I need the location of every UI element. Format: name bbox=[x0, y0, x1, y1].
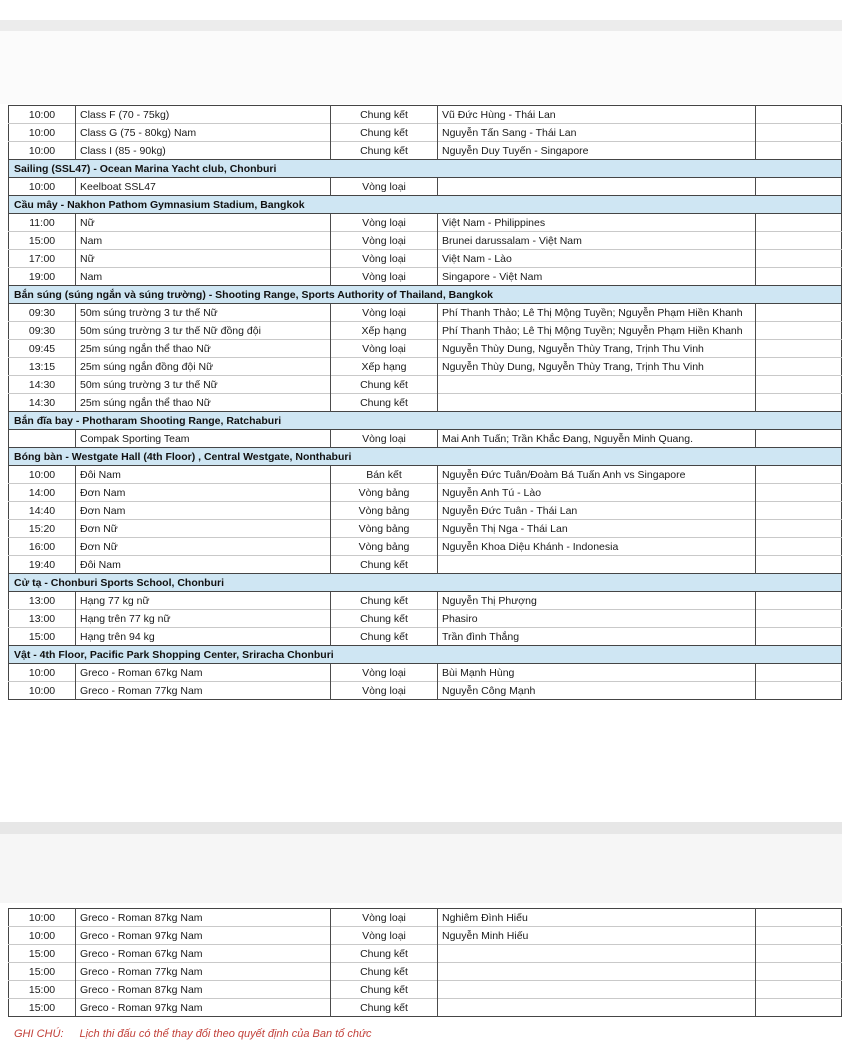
cell-participants bbox=[438, 394, 756, 412]
cell-participants: Brunei darussalam - Việt Nam bbox=[438, 232, 756, 250]
cell-round: Vòng bảng bbox=[331, 484, 438, 502]
cell-time: 14:30 bbox=[9, 376, 76, 394]
cell-notes bbox=[756, 999, 842, 1017]
schedule-row bbox=[9, 628, 842, 646]
cell-time: 14:40 bbox=[9, 502, 76, 520]
cell-round: Chung kết bbox=[331, 963, 438, 981]
schedule-row bbox=[9, 664, 842, 682]
footer-note-text: Lịch thi đấu có thể thay đổi theo quyết định của Ban tổ chức bbox=[79, 1028, 372, 1040]
schedule-row bbox=[9, 178, 842, 196]
schedule-row bbox=[9, 340, 842, 358]
cell-round: Chung kết bbox=[331, 142, 438, 160]
cell-notes bbox=[756, 250, 842, 268]
cell-notes bbox=[756, 106, 842, 124]
section-header-title: Vật - 4th Floor, Pacific Park Shopping Center, Sriracha Chonburi bbox=[9, 646, 842, 664]
cell-round: Bán kết bbox=[331, 466, 438, 484]
cell-notes bbox=[756, 682, 842, 700]
cell-round: Chung kết bbox=[331, 394, 438, 412]
cell-time: 14:30 bbox=[9, 394, 76, 412]
cell-round: Xếp hạng bbox=[331, 358, 438, 376]
cell-participants: Trần đình Thắng bbox=[438, 628, 756, 646]
cell-event: Greco - Roman 87kg Nam bbox=[76, 909, 331, 927]
cell-notes bbox=[756, 376, 842, 394]
cell-round: Chung kết bbox=[331, 592, 438, 610]
cell-participants bbox=[438, 556, 756, 574]
schedule-row bbox=[9, 232, 842, 250]
schedule-row bbox=[9, 945, 842, 963]
cell-time: 10:00 bbox=[9, 124, 76, 142]
cell-time: 14:00 bbox=[9, 484, 76, 502]
section-header-row bbox=[9, 412, 842, 430]
cell-participants: Nguyễn Thùy Dung, Nguyễn Thùy Trang, Trịnh Thu Vinh bbox=[438, 358, 756, 376]
schedule-row bbox=[9, 250, 842, 268]
schedule-row bbox=[9, 304, 842, 322]
cell-event: Hạng trên 77 kg nữ bbox=[76, 610, 331, 628]
cell-event: Nam bbox=[76, 232, 331, 250]
cell-round: Vòng loại bbox=[331, 232, 438, 250]
cell-notes bbox=[756, 909, 842, 927]
section-header-title: Bắn đĩa bay - Photharam Shooting Range, Ratchaburi bbox=[9, 412, 842, 430]
cell-event: Greco - Roman 97kg Nam bbox=[76, 999, 331, 1017]
cell-notes bbox=[756, 520, 842, 538]
cell-round: Vòng loại bbox=[331, 340, 438, 358]
cell-event: Nam bbox=[76, 268, 331, 286]
cell-round: Chung kết bbox=[331, 999, 438, 1017]
cell-event: Keelboat SSL47 bbox=[76, 178, 331, 196]
footer-note-label: GHI CHÚ: bbox=[14, 1028, 64, 1040]
section-header-title: Cử tạ - Chonburi Sports School, Chonburi bbox=[9, 574, 842, 592]
cell-participants: Nghiêm Đình Hiếu bbox=[438, 909, 756, 927]
cell-event: 25m súng ngắn đồng đội Nữ bbox=[76, 358, 331, 376]
cell-time: 10:00 bbox=[28, 108, 56, 121]
section-header-title: Bắn súng (súng ngắn và súng trường) - Shooting Range, Sports Authority of Thailand, Bangkok bbox=[9, 286, 842, 304]
cell-round: Vòng loại bbox=[331, 664, 438, 682]
cell-participants: Bùi Mạnh Hùng bbox=[438, 664, 756, 682]
cell-notes bbox=[756, 178, 842, 196]
cell-time: 19:40 bbox=[9, 556, 76, 574]
schedule-table-page1 bbox=[8, 105, 842, 700]
cell-event: 50m súng trường 3 tư thế Nữ bbox=[76, 376, 331, 394]
cell-round: Chung kết bbox=[331, 556, 438, 574]
cell-notes bbox=[756, 981, 842, 999]
cell-event: 50m súng trường 3 tư thế Nữ bbox=[76, 304, 331, 322]
cell-round: Vòng loại bbox=[331, 682, 438, 700]
cell-time: 10:00 bbox=[28, 911, 56, 924]
cell-event: Đơn Nữ bbox=[76, 520, 331, 538]
cell-notes bbox=[756, 610, 842, 628]
cell-time: 10:00 bbox=[9, 178, 76, 196]
cell-round: Chung kết bbox=[331, 610, 438, 628]
cell-event: Greco - Roman 77kg Nam bbox=[76, 682, 331, 700]
cell-participants: Phasiro bbox=[438, 610, 756, 628]
cell-time: 10:00 bbox=[9, 142, 76, 160]
cell-participants: Việt Nam - Philippines bbox=[438, 214, 756, 232]
cell-event: Class F (70 - 75kg) bbox=[76, 106, 331, 124]
section-header-row bbox=[9, 574, 842, 592]
cell-round: Vòng loại bbox=[331, 250, 438, 268]
cell-round: Vòng bảng bbox=[331, 502, 438, 520]
cell-time: 10:00 bbox=[9, 664, 76, 682]
section-header-title: Cầu mây - Nakhon Pathom Gymnasium Stadium, Bangkok bbox=[9, 196, 842, 214]
cell-notes bbox=[756, 592, 842, 610]
cell-round: Chung kết bbox=[331, 376, 438, 394]
cell-time: 10:00 bbox=[9, 466, 76, 484]
cell-event: Greco - Roman 87kg Nam bbox=[76, 981, 331, 999]
cell-notes bbox=[756, 322, 842, 340]
schedule-row bbox=[9, 927, 842, 945]
cell-time: 13:00 bbox=[9, 592, 76, 610]
schedule-row bbox=[9, 358, 842, 376]
cell-time: 15:00 bbox=[9, 232, 76, 250]
cell-time bbox=[9, 430, 76, 448]
cell-notes bbox=[756, 502, 842, 520]
cell-participants: Phí Thanh Thảo; Lê Thị Mộng Tuyền; Nguyễn Phạm Hiền Khanh bbox=[438, 304, 756, 322]
section-header-title: Sailing (SSL47) - Ocean Marina Yacht club, Chonburi bbox=[9, 160, 842, 178]
cell-notes bbox=[756, 394, 842, 412]
cell-notes bbox=[756, 466, 842, 484]
section-header-row bbox=[9, 646, 842, 664]
cell-event: Greco - Roman 67kg Nam bbox=[76, 945, 331, 963]
cell-event: Hạng trên 94 kg bbox=[76, 628, 331, 646]
schedule-row bbox=[9, 610, 842, 628]
cell-participants: Nguyễn Đức Tuân/Đoàm Bá Tuấn Anh vs Singapore bbox=[438, 466, 756, 484]
cell-time: 09:45 bbox=[9, 340, 76, 358]
cell-time: 16:00 bbox=[9, 538, 76, 556]
cell-participants bbox=[438, 178, 756, 196]
cell-event: 25m súng ngắn thể thao Nữ bbox=[76, 394, 331, 412]
cell-time: 09:30 bbox=[9, 304, 76, 322]
footer-note bbox=[14, 1028, 834, 1040]
schedule-row bbox=[9, 376, 842, 394]
cell-event: Greco - Roman 77kg Nam bbox=[76, 963, 331, 981]
section-header-title: Bóng bàn - Westgate Hall (4th Floor) , Central Westgate, Nonthaburi bbox=[9, 448, 842, 466]
scan-band-top bbox=[0, 20, 842, 31]
scan-band-middle bbox=[0, 822, 842, 834]
cell-round: Vòng bảng bbox=[331, 520, 438, 538]
cell-event: Greco - Roman 97kg Nam bbox=[76, 927, 331, 945]
cell-round: Chung kết bbox=[331, 124, 438, 142]
cell-round: Vòng loại bbox=[331, 909, 438, 927]
cell-notes bbox=[756, 304, 842, 322]
cell-round: Vòng loại bbox=[331, 268, 438, 286]
schedule-row bbox=[9, 682, 842, 700]
cell-time: 15:20 bbox=[9, 520, 76, 538]
cell-round: Vòng loại bbox=[331, 214, 438, 232]
cell-event: Compak Sporting Team bbox=[76, 430, 331, 448]
schedule-row bbox=[9, 963, 842, 981]
cell-notes bbox=[756, 430, 842, 448]
cell-participants bbox=[438, 945, 756, 963]
cell-notes bbox=[756, 358, 842, 376]
schedule-row bbox=[9, 124, 842, 142]
cell-notes bbox=[756, 124, 842, 142]
cell-notes bbox=[756, 214, 842, 232]
schedule-row bbox=[9, 999, 842, 1017]
cell-event: Đơn Nam bbox=[76, 502, 331, 520]
cell-round: Chung kết bbox=[331, 945, 438, 963]
cell-event: 50m súng trường 3 tư thế Nữ đồng đội bbox=[76, 322, 331, 340]
cell-participants: Phí Thanh Thảo; Lê Thị Mộng Tuyền; Nguyễn Phạm Hiền Khanh bbox=[438, 322, 756, 340]
cell-participants: Nguyễn Thùy Dung, Nguyễn Thùy Trang, Trịnh Thu Vinh bbox=[438, 340, 756, 358]
cell-event: Đôi Nam bbox=[76, 556, 331, 574]
cell-time: 15:00 bbox=[9, 628, 76, 646]
cell-event: Class I (85 - 90kg) bbox=[76, 142, 331, 160]
cell-participants bbox=[438, 981, 756, 999]
cell-time: 19:00 bbox=[9, 268, 76, 286]
schedule-row bbox=[9, 556, 842, 574]
cell-time: 11:00 bbox=[9, 214, 76, 232]
cell-notes bbox=[756, 556, 842, 574]
cell-time: 13:15 bbox=[9, 358, 76, 376]
cell-round: Vòng loại bbox=[331, 430, 438, 448]
scan-shade-top bbox=[0, 31, 842, 104]
section-header-row bbox=[9, 448, 842, 466]
cell-participants: Nguyễn Anh Tú - Lào bbox=[438, 484, 756, 502]
cell-participants: Việt Nam - Lào bbox=[438, 250, 756, 268]
cell-event: Nữ bbox=[76, 214, 331, 232]
schedule-row bbox=[9, 106, 842, 124]
schedule-row bbox=[9, 981, 842, 999]
schedule-row bbox=[9, 214, 842, 232]
cell-time: 09:30 bbox=[9, 322, 76, 340]
cell-round: Chung kết bbox=[331, 628, 438, 646]
cell-event: 25m súng ngắn thể thao Nữ bbox=[76, 340, 331, 358]
cell-time: 17:00 bbox=[9, 250, 76, 268]
cell-round: Xếp hạng bbox=[331, 322, 438, 340]
cell-round: Vòng bảng bbox=[331, 538, 438, 556]
schedule-row bbox=[9, 538, 842, 556]
cell-participants: Nguyễn Duy Tuyến - Singapore bbox=[438, 142, 756, 160]
scan-shade-middle bbox=[0, 834, 842, 903]
cell-participants: Nguyễn Công Mạnh bbox=[438, 682, 756, 700]
cell-event: Nữ bbox=[76, 250, 331, 268]
schedule-row bbox=[9, 268, 842, 286]
cell-event: Đôi Nam bbox=[76, 466, 331, 484]
cell-notes bbox=[756, 268, 842, 286]
cell-time: 13:00 bbox=[9, 610, 76, 628]
cell-time: 15:00 bbox=[9, 945, 76, 963]
cell-participants bbox=[438, 999, 756, 1017]
cell-participants: Singapore - Việt Nam bbox=[438, 268, 756, 286]
cell-participants bbox=[438, 963, 756, 981]
cell-participants: Nguyễn Thị Phượng bbox=[438, 592, 756, 610]
cell-event: Đơn Nữ bbox=[76, 538, 331, 556]
cell-notes bbox=[756, 963, 842, 981]
cell-time: 15:00 bbox=[9, 963, 76, 981]
cell-time: 10:00 bbox=[9, 927, 76, 945]
cell-participants: Nguyễn Đức Tuân - Thái Lan bbox=[438, 502, 756, 520]
schedule-row bbox=[9, 592, 842, 610]
cell-time: 15:00 bbox=[9, 981, 76, 999]
section-header-row bbox=[9, 286, 842, 304]
cell-notes bbox=[756, 232, 842, 250]
cell-participants: Nguyễn Khoa Diệu Khánh - Indonesia bbox=[438, 538, 756, 556]
cell-notes bbox=[756, 664, 842, 682]
cell-round: Chung kết bbox=[331, 981, 438, 999]
cell-participants: Mai Anh Tuấn; Trần Khắc Đang, Nguyễn Minh Quang. bbox=[438, 430, 756, 448]
cell-participants: Nguyễn Tấn Sang - Thái Lan bbox=[438, 124, 756, 142]
cell-round: Vòng loại bbox=[331, 304, 438, 322]
cell-participants: Nguyễn Minh Hiếu bbox=[438, 927, 756, 945]
schedule-row bbox=[9, 142, 842, 160]
cell-notes bbox=[756, 340, 842, 358]
cell-time: 15:00 bbox=[9, 999, 76, 1017]
cell-event: Đơn Nam bbox=[76, 484, 331, 502]
cell-notes bbox=[756, 538, 842, 556]
cell-event: Class G (75 - 80kg) Nam bbox=[76, 124, 331, 142]
schedule-row bbox=[9, 520, 842, 538]
schedule-table-page2 bbox=[8, 908, 842, 1017]
schedule-row bbox=[9, 484, 842, 502]
cell-notes bbox=[756, 142, 842, 160]
schedule-row bbox=[9, 466, 842, 484]
cell-notes bbox=[756, 927, 842, 945]
schedule-row bbox=[9, 430, 842, 448]
cell-notes bbox=[756, 484, 842, 502]
cell-notes bbox=[756, 945, 842, 963]
cell-participants: Vũ Đức Hùng - Thái Lan bbox=[438, 106, 756, 124]
cell-round: Chung kết bbox=[331, 106, 438, 124]
cell-event: Hạng 77 kg nữ bbox=[76, 592, 331, 610]
cell-time: 10:00 bbox=[9, 682, 76, 700]
section-header-row bbox=[9, 196, 842, 214]
schedule-row bbox=[9, 909, 842, 927]
section-header-row bbox=[9, 160, 842, 178]
cell-event: Greco - Roman 67kg Nam bbox=[76, 664, 331, 682]
cell-round: Vòng loại bbox=[331, 927, 438, 945]
cell-notes bbox=[756, 628, 842, 646]
cell-participants bbox=[438, 376, 756, 394]
schedule-row bbox=[9, 394, 842, 412]
schedule-row bbox=[9, 322, 842, 340]
cell-participants: Nguyễn Thị Nga - Thái Lan bbox=[438, 520, 756, 538]
schedule-row bbox=[9, 502, 842, 520]
cell-round: Vòng loại bbox=[331, 178, 438, 196]
